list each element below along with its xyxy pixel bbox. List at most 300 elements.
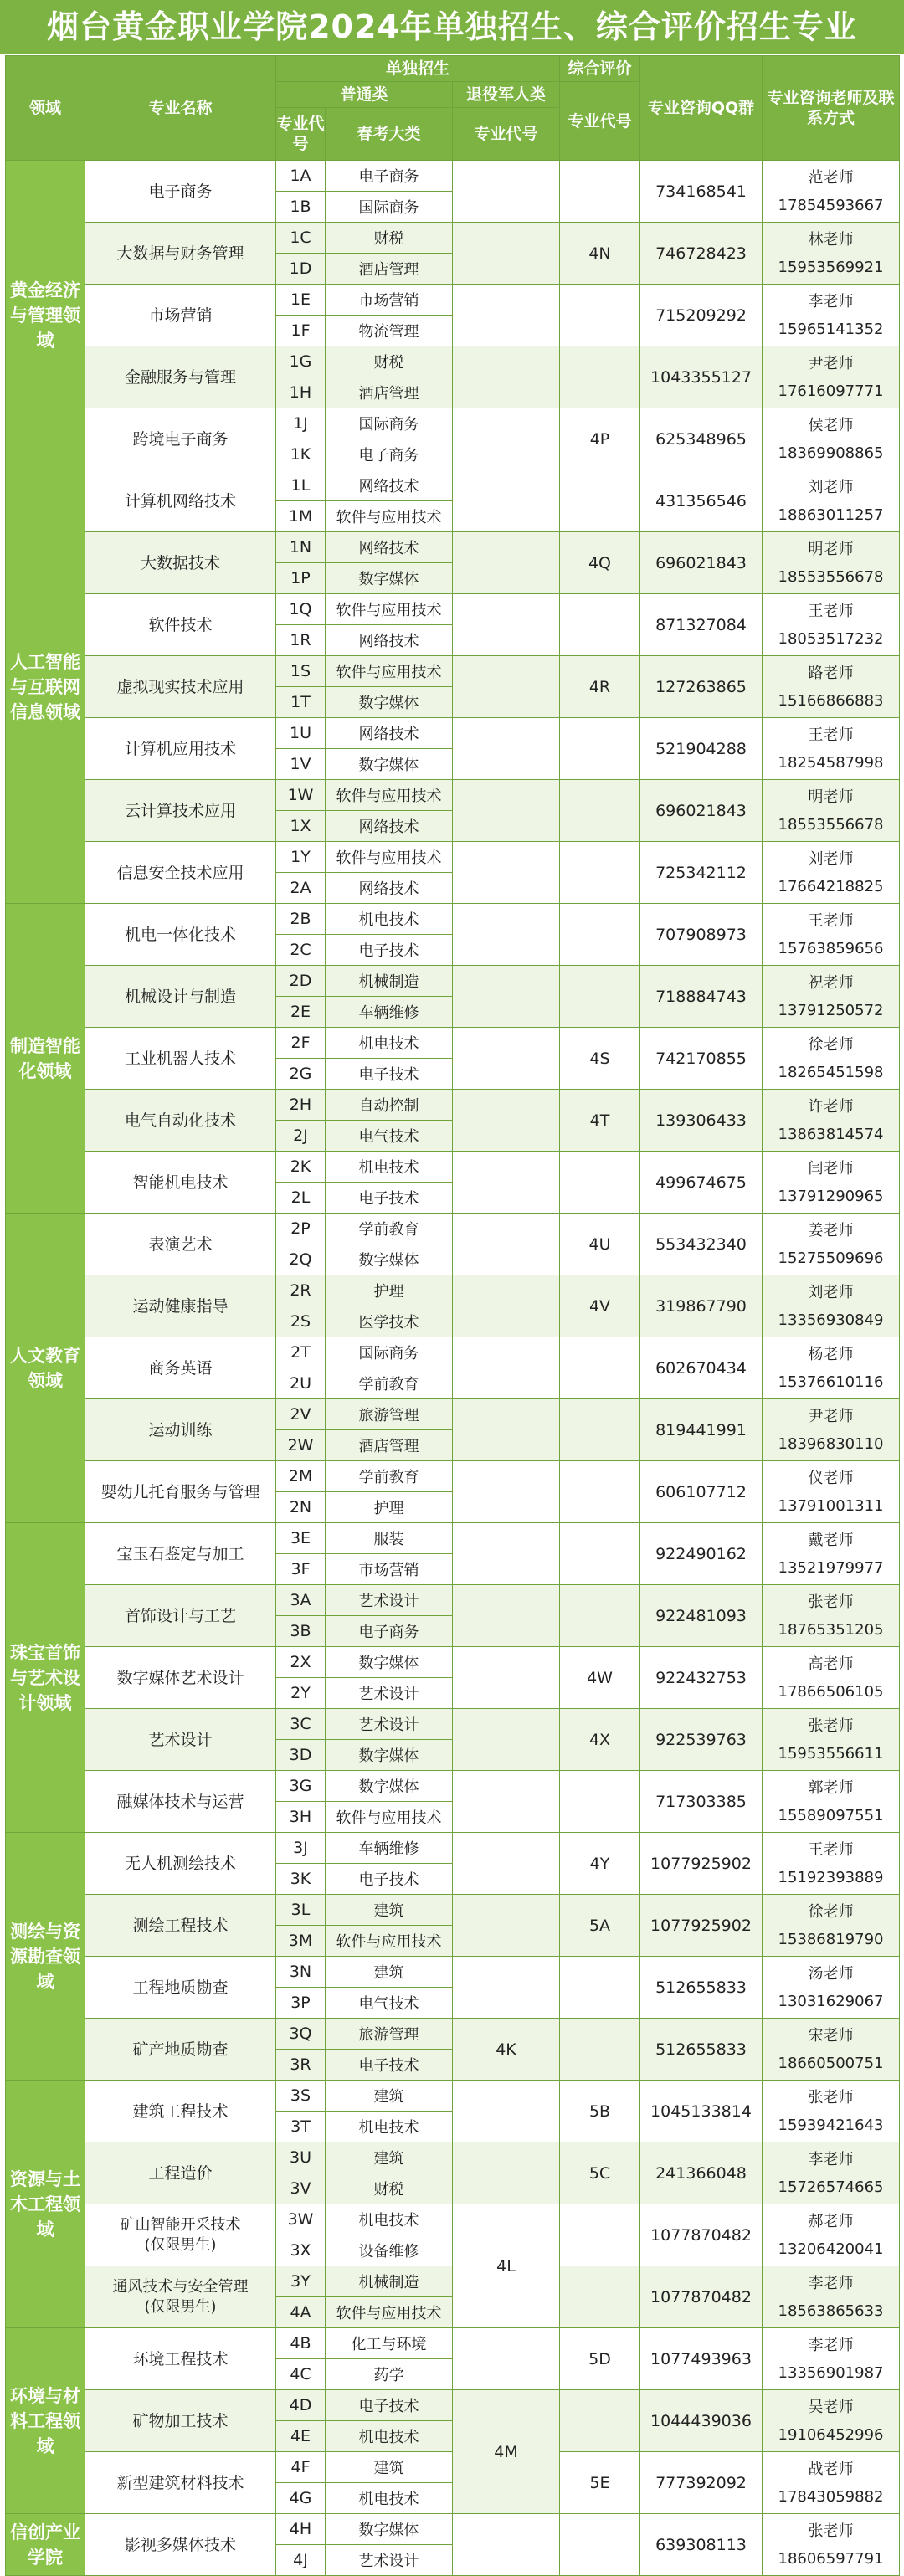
header-general: 普通类 [276,82,453,108]
phone-number: 15166866883 [778,691,884,710]
phone-number: 15589097551 [778,1806,884,1824]
major-name: 电子商务 [85,161,276,223]
veteran-code [453,780,560,842]
major-code: 3H [276,1802,326,1833]
comprehensive-code: 4Q [560,532,640,594]
spring-category: 建筑 [326,2452,453,2483]
major-name: 机械设计与制造 [85,966,276,1028]
spring-category: 软件与应用技术 [326,780,453,811]
qq-group: 777392092 [640,2452,763,2514]
teacher-name: 杨老师 [808,1345,854,1363]
major-name: 跨境电子商务 [85,408,276,470]
teacher-name: 宋老师 [808,2026,854,2045]
spring-category: 车辆维修 [326,997,453,1028]
major-name: 商务英语 [85,1337,276,1399]
major-name: 机电一体化技术 [85,904,276,966]
contact-info [763,1771,900,1833]
veteran-code [453,1709,560,1771]
teacher-name: 王老师 [808,726,854,744]
major-name: 宝玉石鉴定与加工 [85,1523,276,1585]
spring-category: 软件与应用技术 [326,1926,453,1957]
major-code: 3Q [276,2019,326,2050]
contact-info [763,2081,900,2142]
major-code: 2V [276,1399,326,1430]
major-code: 4B [276,2328,326,2359]
phone-number: 13206420041 [778,2240,884,2258]
phone-number: 18660500751 [778,2054,884,2072]
major-name: 无人机测绘技术 [85,1833,276,1895]
major-name: 首饰设计与工艺 [85,1585,276,1647]
spring-category: 机电技术 [326,904,453,935]
spring-category: 艺术设计 [326,1585,453,1616]
qq-group: 1043355127 [640,346,763,408]
table-row [6,1152,900,1183]
comprehensive-code: 5A [560,1895,640,1957]
phone-number: 13791250572 [778,1001,884,1019]
contact-info [763,718,900,780]
major-code: 1M [276,501,326,532]
major-name: 计算机网络技术 [85,470,276,532]
phone-number: 13356930849 [778,1311,884,1329]
spring-category: 数字媒体 [326,1244,453,1275]
qq-group: 717303385 [640,1771,763,1833]
qq-group: 922490162 [640,1523,763,1585]
major-name: 工业机器人技术 [85,1028,276,1090]
qq-group: 871327084 [640,594,763,656]
spring-category: 设备维修 [326,2235,453,2266]
qq-group: 625348965 [640,408,763,470]
spring-category: 国际商务 [326,192,453,223]
contact-info [763,346,900,408]
table-row [6,780,900,811]
major-code: 1L [276,470,326,501]
comprehensive-code [560,1399,640,1461]
spring-category: 电子商务 [326,161,453,192]
major-code: 3T [276,2112,326,2142]
phone-number: 18369908865 [778,444,884,462]
table-row [6,223,900,254]
contact-info [763,656,900,718]
spring-category: 护理 [326,1492,453,1523]
teacher-name: 戴老师 [808,1531,854,1549]
major-code: 3M [276,1926,326,1957]
major-name: 数字媒体艺术设计 [85,1647,276,1709]
comprehensive-code [560,1585,640,1647]
spring-category: 服装 [326,1523,453,1554]
phone-number: 15965141352 [778,320,884,338]
contact-info [763,2266,900,2328]
major-code: 3B [276,1616,326,1647]
table-row [6,161,900,192]
phone-number: 15939421643 [778,2116,884,2134]
qq-group: 1045133814 [640,2081,763,2142]
contact-info [763,2142,900,2204]
spring-category: 国际商务 [326,1337,453,1368]
major-code: 3V [276,2173,326,2204]
comprehensive-code: 5C [560,2142,640,2204]
veteran-code [453,2081,560,2142]
major-name: 测绘工程技术 [85,1895,276,1957]
qq-group: 734168541 [640,161,763,223]
spring-category: 酒店管理 [326,377,453,408]
phone-number: 18553556678 [778,567,884,586]
header-contact: 专业咨询老师及联系方式 [763,56,900,161]
table-row [6,1090,900,1121]
contact-info [763,1461,900,1523]
major-code: 3C [276,1709,326,1740]
contact-info [763,594,900,656]
phone-number: 13356901987 [778,2363,884,2382]
table-row [6,718,900,749]
major-name: 矿物加工技术 [85,2390,276,2452]
major-code: 1U [276,718,326,749]
major-code: 2E [276,997,326,1028]
phone-number: 18265451598 [778,1063,884,1081]
spring-category: 建筑 [326,1957,453,1988]
qq-group: 742170855 [640,1028,763,1090]
teacher-name: 仪老师 [808,1469,854,1487]
table-row [6,2081,900,2112]
contact-info [763,1585,900,1647]
teacher-name: 汤老师 [808,1964,854,1983]
veteran-code [453,1833,560,1895]
veteran-code [453,2328,560,2390]
table-row [6,2204,900,2235]
table-row [6,285,900,316]
major-name: 矿山智能开采技术 (仅限男生) [85,2204,276,2266]
header-veteran: 退役军人类 [453,82,560,108]
phone-number: 18765351205 [778,1620,884,1639]
teacher-name: 明老师 [808,540,854,558]
contact-info [763,1957,900,2019]
contact-info [763,904,900,966]
spring-category: 旅游管理 [326,1399,453,1430]
phone-number: 18254587998 [778,753,884,772]
table-row [6,1275,900,1306]
qq-group: 1077493963 [640,2328,763,2390]
major-code: 4G [276,2483,326,2514]
phone-number: 13863814574 [778,1125,884,1143]
veteran-code [453,532,560,594]
table-row [6,656,900,687]
veteran-code [453,656,560,718]
spring-category: 数字媒体 [326,749,453,780]
header-major-code: 专业代号 [276,108,326,161]
major-code: 2L [276,1183,326,1214]
major-name: 通风技术与安全管理 (仅限男生) [85,2266,276,2328]
contact-info [763,1833,900,1895]
comprehensive-code [560,161,640,223]
qq-group: 639308113 [640,2514,763,2576]
contact-info [763,1337,900,1399]
veteran-code [453,470,560,532]
phone-number: 18863011257 [778,505,884,524]
qq-group: 1077925902 [640,1833,763,1895]
contact-info [763,223,900,285]
spring-category: 机电技术 [326,1028,453,1059]
major-code: 4D [276,2390,326,2421]
comprehensive-code [560,1523,640,1585]
qq-group: 819441991 [640,1399,763,1461]
spring-category: 自动控制 [326,1090,453,1121]
teacher-name: 许老师 [808,1097,854,1116]
comprehensive-code [560,1771,640,1833]
teacher-name: 林老师 [808,230,854,249]
qq-group: 512655833 [640,2019,763,2081]
spring-category: 电子技术 [326,1183,453,1214]
major-code: 2J [276,1121,326,1152]
qq-group: 512655833 [640,1957,763,2019]
spring-category: 网络技术 [326,873,453,904]
teacher-name: 郭老师 [808,1778,854,1797]
major-code: 1K [276,439,326,470]
veteran-code [453,842,560,904]
comprehensive-code [560,2019,640,2081]
contact-info [763,2019,900,2081]
major-code: 3Y [276,2266,326,2297]
spring-category: 电子商务 [326,439,453,470]
major-name: 环境工程技术 [85,2328,276,2390]
table-row [6,1028,900,1059]
major-code: 2A [276,873,326,904]
domain-cell: 珠宝首饰与艺术设计领域 [6,1523,85,1833]
major-code: 2M [276,1461,326,1492]
spring-category: 酒店管理 [326,1430,453,1461]
domain-cell: 人文教育领域 [6,1214,85,1523]
comprehensive-code: 5D [560,2328,640,2390]
contact-info [763,842,900,904]
table-row [6,1895,900,1926]
teacher-name: 郝老师 [808,2212,854,2230]
qq-group: 725342112 [640,842,763,904]
table-row [6,1523,900,1554]
teacher-name: 张老师 [808,1593,854,1611]
table-row [6,966,900,997]
spring-category: 机电技术 [326,2421,453,2452]
table-row [6,904,900,935]
teacher-name: 刘老师 [808,1283,854,1301]
contact-info [763,966,900,1028]
major-name: 云计算技术应用 [85,780,276,842]
comprehensive-code [560,2390,640,2452]
major-code: 1F [276,316,326,346]
comprehensive-code: 5B [560,2081,640,2142]
major-code: 1T [276,687,326,718]
contact-info [763,161,900,223]
spring-category: 药学 [326,2359,453,2390]
table-row [6,470,900,501]
comprehensive-code [560,346,640,408]
major-name: 艺术设计 [85,1709,276,1771]
comprehensive-code [560,718,640,780]
veteran-code [453,1214,560,1275]
spring-category: 电气技术 [326,1988,453,2019]
spring-category: 酒店管理 [326,254,453,285]
veteran-code [453,1461,560,1523]
spring-category: 建筑 [326,2142,453,2173]
veteran-code [453,594,560,656]
qq-group: 602670434 [640,1337,763,1399]
domain-cell: 人工智能与互联网信息领域 [6,470,85,904]
veteran-code [453,1585,560,1647]
spring-category: 数字媒体 [326,1647,453,1678]
contact-info [763,1275,900,1337]
major-code: 3X [276,2235,326,2266]
phone-number: 17866506105 [778,1682,884,1701]
contact-info [763,1152,900,1214]
major-code: 2B [276,904,326,935]
comprehensive-code: 4X [560,1709,640,1771]
spring-category: 电子技术 [326,2050,453,2081]
teacher-name: 明老师 [808,788,854,806]
major-code: 2Q [276,1244,326,1275]
veteran-code [453,1895,560,1957]
comprehensive-code [560,285,640,346]
major-code: 3L [276,1895,326,1926]
teacher-name: 王老师 [808,911,854,930]
table-row [6,1957,900,1988]
spring-category: 电子技术 [326,935,453,966]
major-code: 1Y [276,842,326,873]
major-code: 2T [276,1337,326,1368]
veteran-code: 4L [453,2204,560,2328]
major-code: 3A [276,1585,326,1616]
comprehensive-code: 4T [560,1090,640,1152]
veteran-code [453,1028,560,1090]
major-code: 1V [276,749,326,780]
spring-category: 市场营销 [326,1554,453,1585]
teacher-name: 徐老师 [808,1902,854,1921]
table-body [6,161,900,2576]
teacher-name: 吴老师 [808,2398,854,2416]
major-code: 3G [276,1771,326,1802]
phone-number: 15953569921 [778,258,884,276]
spring-category: 机电技术 [326,2204,453,2235]
teacher-name: 尹老师 [808,1407,854,1425]
teacher-name: 侯老师 [808,416,854,434]
domain-cell: 资源与土木工程领域 [6,2081,85,2328]
spring-category: 电子技术 [326,1059,453,1090]
major-name: 婴幼儿托育服务与管理 [85,1461,276,1523]
comprehensive-code [560,1152,640,1214]
spring-category: 数字媒体 [326,2514,453,2545]
major-code: 2G [276,1059,326,1090]
qq-group: 1077870482 [640,2204,763,2266]
major-code: 1N [276,532,326,563]
spring-category: 车辆维修 [326,1833,453,1864]
spring-category: 医学技术 [326,1306,453,1337]
spring-category: 化工与环境 [326,2328,453,2359]
major-code: 1Q [276,594,326,625]
veteran-code [453,161,560,223]
major-name: 工程地质勘查 [85,1957,276,2019]
phone-number: 13791001311 [778,1496,884,1515]
table-row [6,842,900,873]
qq-group: 521904288 [640,718,763,780]
page-title: 烟台黄金职业学院2024年单独招生、综合评价招生专业 [0,0,904,54]
spring-category: 软件与应用技术 [326,501,453,532]
spring-category: 数字媒体 [326,563,453,594]
spring-category: 财税 [326,223,453,254]
table-row [6,1461,900,1492]
table-row [6,1585,900,1616]
qq-group: 319867790 [640,1275,763,1337]
major-name: 计算机应用技术 [85,718,276,780]
phone-number: 15953556611 [778,1744,884,1763]
teacher-name: 李老师 [808,2274,854,2292]
domain-cell: 信创产业学院 [6,2514,85,2576]
spring-category: 建筑 [326,1895,453,1926]
table-row [6,1647,900,1678]
spring-category: 网络技术 [326,625,453,656]
qq-group: 922481093 [640,1585,763,1647]
major-code: 2N [276,1492,326,1523]
header-spring-category: 春考大类 [326,108,453,161]
spring-category: 数字媒体 [326,1771,453,1802]
qq-group: 431356546 [640,470,763,532]
veteran-code [453,285,560,346]
comprehensive-code: 4N [560,223,640,285]
spring-category: 软件与应用技术 [326,842,453,873]
major-code: 2X [276,1647,326,1678]
spring-category: 网络技术 [326,811,453,842]
comprehensive-code: 5E [560,2452,640,2514]
phone-number: 13521979977 [778,1558,884,1577]
veteran-code [453,2142,560,2204]
comprehensive-code: 4V [560,1275,640,1337]
teacher-name: 战老师 [808,2460,854,2478]
major-code: 3R [276,2050,326,2081]
spring-category: 学前教育 [326,1461,453,1492]
major-name: 虚拟现实技术应用 [85,656,276,718]
domain-cell: 环境与材料工程领域 [6,2328,85,2514]
phone-number: 15763859656 [778,939,884,957]
major-name: 建筑工程技术 [85,2081,276,2142]
teacher-name: 张老师 [808,1716,854,1735]
header-single-recruit: 单独招生 [276,56,560,82]
spring-category: 网络技术 [326,718,453,749]
major-code: 3P [276,1988,326,2019]
spring-category: 电子技术 [326,2390,453,2421]
header-comp-code: 专业代号 [560,82,640,161]
spring-category: 数字媒体 [326,687,453,718]
contact-info [763,1214,900,1275]
veteran-code [453,223,560,285]
spring-category: 机械制造 [326,966,453,997]
phone-number: 15192393889 [778,1868,884,1886]
table-row [6,1771,900,1802]
qq-group: 139306433 [640,1090,763,1152]
table-row [6,1833,900,1864]
contact-info [763,2328,900,2390]
teacher-name: 刘老师 [808,849,854,868]
spring-category: 电气技术 [326,1121,453,1152]
comprehensive-code [560,2204,640,2266]
major-code: 2Y [276,1678,326,1709]
contact-info [763,2452,900,2514]
major-code: 1X [276,811,326,842]
major-name: 大数据与财务管理 [85,223,276,285]
comprehensive-code [560,1461,640,1523]
major-name: 市场营销 [85,285,276,346]
major-code: 3F [276,1554,326,1585]
teacher-name: 祝老师 [808,973,854,992]
major-code: 3N [276,1957,326,1988]
comprehensive-code [560,594,640,656]
spring-category: 学前教育 [326,1368,453,1399]
contact-info [763,1399,900,1461]
qq-group: 715209292 [640,285,763,346]
